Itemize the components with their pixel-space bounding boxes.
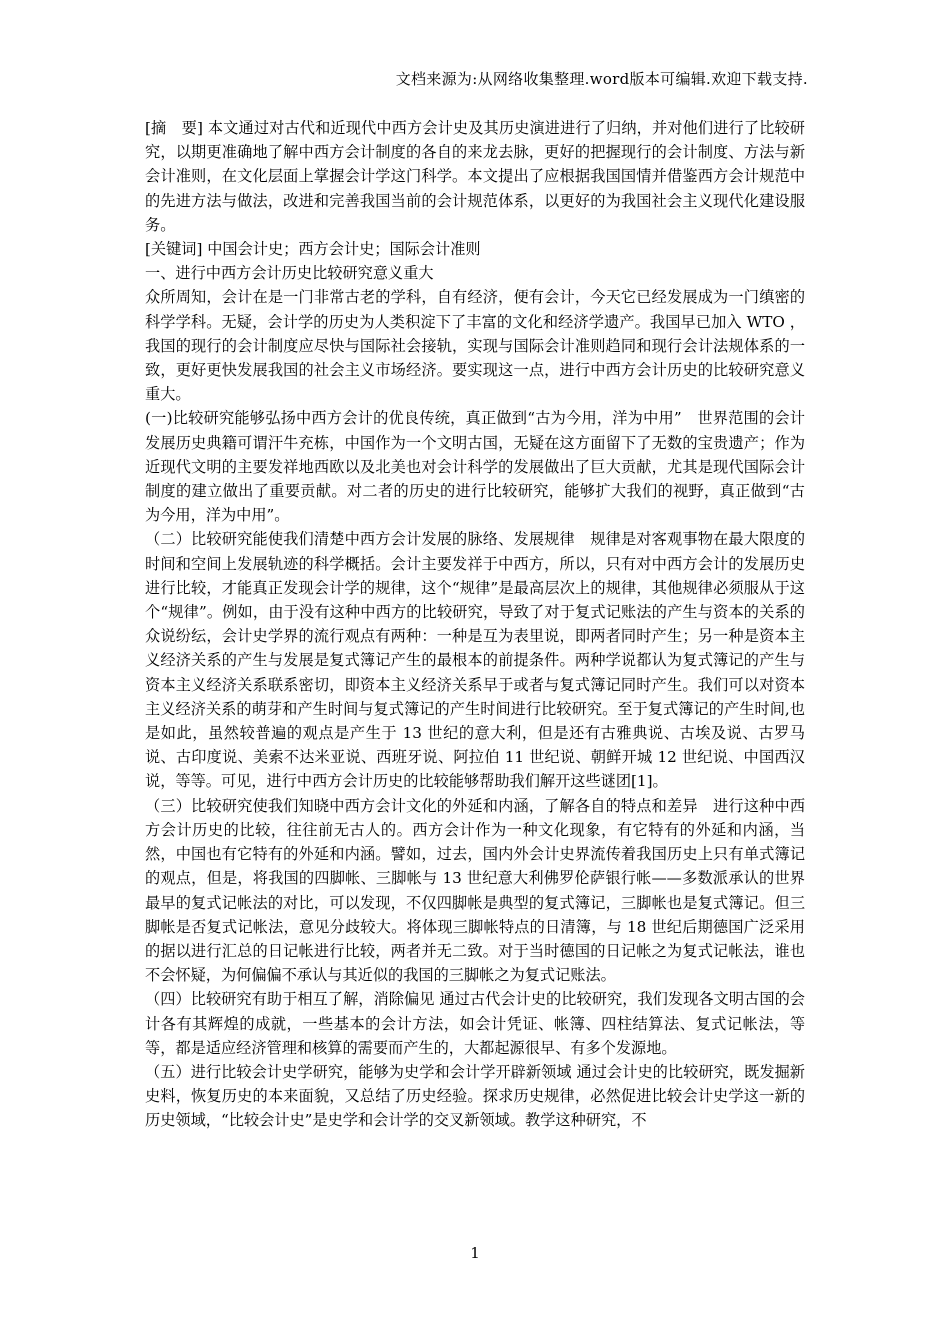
page-number: 1: [470, 1244, 480, 1262]
section-heading: 一、进行中西方会计历史比较研究意义重大: [145, 264, 434, 283]
point-5-paragraph: （五）进行比较会计史学研究，能够为史学和会计学开辟新领域 通过会计史的比较研究，既发掘新史料，恢复历史的本来面貌，又总结了历史经验。探求历史规律，必然促进比较会计史学这一新的历史领域，“比较会计史”是史学和会计学的交叉新领域。教学这种研究，不: [145, 1062, 805, 1130]
abstract-paragraph: [摘 要] 本文通过对古代和近现代中西方会计史及其历史演进进行了归纳，并对他们进行了比较研究，以期更准确地了解中西方会计制度的各自的来龙去脉，更好的把握现行的会计制度、方法与新会计准则，在文化层面上掌握会计学这门科学。本文提出了应根据我国国情并借鉴西方会计规范中的先进方法与做法，改进和完善我国当前的会计规范体系，以更好的为我国社会主义现代化建设服务。: [145, 119, 805, 234]
document-body: [145, 116, 805, 1133]
point-4-paragraph: （四）比较研究有助于相互了解，消除偏见 通过古代会计史的比较研究，我们发现各文明古国的会计各有其辉煌的成就，一些基本的会计方法，如会计凭证、帐簿、四柱结算法、复式记帐法，等等，都是适应经济管理和核算的需要而产生的，大都起源很早、有多个发源地。: [145, 990, 805, 1057]
keywords-line: [关键词] 中国会计史；西方会计史；国际会计准则: [145, 240, 481, 259]
point-1-paragraph: (一)比较研究能够弘扬中西方会计的优良传统，真正做到“古为今用，洋为中用” 世界范围的会计发展历史典籍可谓汗牛充栋，中国作为一个文明古国，无疑在这方面留下了无数的宝贵遗产；作为近现代文明的主要发祥地西欧以及北美也对会计科学的发展做出了巨大贡献，尤其是现代国际会计制度的建立做出了重要贡献。对二者的历史的进行比较研究，能够扩大我们的视野，真正做到“古为今用，洋为中用”。: [145, 409, 805, 525]
point-2-paragraph: （二）比较研究能使我们清楚中西方会计发展的脉络、发展规律 规律是对客观事物在最大限度的时间和空间上发展轨迹的科学概括。会计主要发祥于中西方，所以，只有对中西方会计的发展历史进行比较，才能真正发现会计学的规律，这个“规律”是最高层次上的规律，其他规律必须服从于这个“规律”。例如，由于没有这种中西方的比较研究，导致了对于复式记账法的产生与资本的关系的众说纷纭，会计史学界的流行观点有两种：一种是互为表里说，即两者同时产生；另一种是资本主义经济关系的产生与发展是复式簿记产生的最根本的前提条件。两种学说都认为复式簿记的产生与资本主义经济关系联系密切，即资本主义经济关系早于或者与复式簿记同时产生。我们可以对资本主义经济关系的萌芽和产生时间与复式簿记的产生时间进行比较研究。至于复式簿记的产生时间,也是如此，虽然较普遍的观点是产生于 13 世纪的意大利，但是还有古雅典说、古埃及说、古罗马说、古印度说、美索不达米亚说、西班牙说、阿拉伯 11 世纪说、朝鲜开城 12 世纪说、中国西汉说，等等。可见，进行中西方会计历史的比较能够帮助我们解开这些谜团[1]。: [145, 530, 805, 791]
page-header: 文档来源为:从网络收集整理.word版本可编辑.欢迎下载支持.: [395, 70, 808, 88]
intro-paragraph: 众所周知，会计在是一门非常古老的学科，自有经济，便有会计，今天它已经发展成为一门缜密的科学学科。无疑，会计学的历史为人类积淀下了丰富的文化和经济学遗产。我国早已加入 WTO ，我国的现行的会计制度应尽快与国际社会接轨，实现与国际会计准则趋同和现行会计法规体系的一致，更好更快发展我国的社会主义市场经济。要实现这一点，进行中西方会计历史的比较研究意义重大。: [145, 288, 805, 404]
point-3-paragraph: （三）比较研究使我们知晓中西方会计文化的外延和内涵，了解各自的特点和差异 进行这种中西方会计历史的比较，往往前无古人的。西方会计作为一种文化现象，有它特有的外延和内涵，当然，中国也有它特有的外延和内涵。譬如，过去，国内外会计史界流传着我国历史上只有单式簿记的观点，但是，将我国的四脚帐、三脚帐与 13 世纪意大利佛罗伦萨银行帐——多数派承认的世界最早的复式记帐法的对比，可以发现，不仅四脚帐是典型的复式簿记，三脚帐也是复式簿记。但三脚帐是否复式记帐法，意见分歧较大。将体现三脚帐特点的日清簿，与 18 世纪后期德国广泛采用的据以进行汇总的日记帐进行比较，两者并无二致。对于当时德国的日记帐之为复式记帐法，谁也不会怀疑，为何偏偏不承认与其近似的我国的三脚帐之为复式记账法。: [145, 796, 805, 985]
